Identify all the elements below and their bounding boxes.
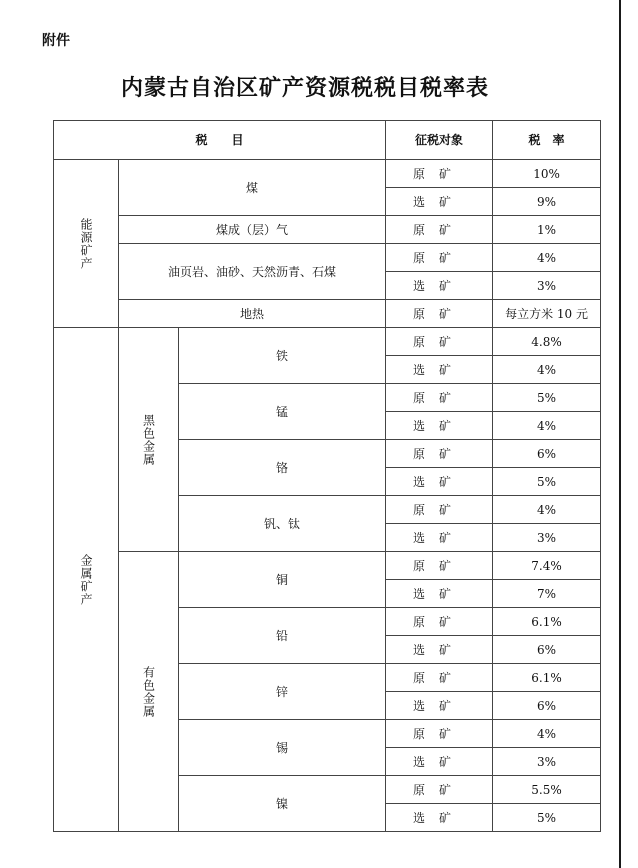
rate-cell: 7.4%	[493, 552, 601, 580]
object-cell: 原矿	[386, 776, 493, 804]
rate-cell: 6.1%	[493, 664, 601, 692]
rate-cell: 4%	[493, 412, 601, 440]
table-row	[54, 216, 601, 244]
object-cell: 选矿	[386, 272, 493, 300]
rate-cell: 5%	[493, 384, 601, 412]
rate-cell: 4%	[493, 356, 601, 384]
rate-cell: 6%	[493, 440, 601, 468]
rate-cell: 5%	[493, 804, 601, 832]
object-cell: 选矿	[386, 412, 493, 440]
rate-cell: 10%	[493, 160, 601, 188]
rate-cell: 3%	[493, 748, 601, 776]
object-cell: 原矿	[386, 244, 493, 272]
rate-cell: 3%	[493, 524, 601, 552]
rate-cell: 5%	[493, 468, 601, 496]
item-cell: 锡	[179, 720, 386, 776]
header-rate: 税 率	[493, 121, 601, 160]
object-cell: 选矿	[386, 804, 493, 832]
rate-cell: 6%	[493, 692, 601, 720]
rate-cell: 5.5%	[493, 776, 601, 804]
item-cell: 镍	[179, 776, 386, 832]
rate-cell: 1%	[493, 216, 601, 244]
subcategory-nonferrous: 有色金属	[141, 665, 156, 718]
object-cell: 选矿	[386, 468, 493, 496]
subcategory-cell	[119, 328, 179, 552]
object-cell: 选矿	[386, 524, 493, 552]
item-cell: 地热	[119, 300, 386, 328]
object-cell: 原矿	[386, 608, 493, 636]
header-item: 税 目	[54, 121, 386, 160]
object-cell: 原矿	[386, 216, 493, 244]
tax-rate-table	[53, 120, 601, 832]
object-cell: 选矿	[386, 748, 493, 776]
table-row	[54, 328, 601, 356]
category-cell	[54, 328, 119, 832]
rate-cell: 6%	[493, 636, 601, 664]
table-row	[54, 244, 601, 272]
item-cell: 铜	[179, 552, 386, 608]
rate-cell: 3%	[493, 272, 601, 300]
subcategory-cell	[119, 552, 179, 832]
rate-cell: 4%	[493, 244, 601, 272]
object-cell: 原矿	[386, 328, 493, 356]
item-cell: 铁	[179, 328, 386, 384]
object-cell: 原矿	[386, 552, 493, 580]
object-cell: 原矿	[386, 384, 493, 412]
object-cell: 选矿	[386, 692, 493, 720]
document-title: 内蒙古自治区矿产资源税税目税率表	[120, 75, 489, 101]
object-cell: 选矿	[386, 188, 493, 216]
item-cell: 铬	[179, 440, 386, 496]
subcategory-ferrous: 黑色金属	[141, 413, 156, 466]
rate-cell: 每立方米 10 元	[493, 300, 601, 328]
category-energy: 能源矿产	[79, 217, 93, 270]
item-cell: 铅	[179, 608, 386, 664]
table-header-row	[54, 121, 601, 160]
object-cell: 原矿	[386, 300, 493, 328]
table-row	[54, 300, 601, 328]
object-cell: 原矿	[386, 496, 493, 524]
page-edge-line	[619, 0, 621, 868]
category-cell	[54, 160, 119, 328]
object-cell: 选矿	[386, 356, 493, 384]
rate-cell: 4%	[493, 496, 601, 524]
category-metal: 金属矿产	[79, 553, 93, 606]
object-cell: 选矿	[386, 636, 493, 664]
rate-cell: 6.1%	[493, 608, 601, 636]
table-row	[54, 552, 601, 580]
item-cell: 锰	[179, 384, 386, 440]
rate-cell: 7%	[493, 580, 601, 608]
rate-cell: 4.8%	[493, 328, 601, 356]
table-row	[54, 160, 601, 188]
item-cell: 煤成（层）气	[119, 216, 386, 244]
item-cell: 锌	[179, 664, 386, 720]
rate-cell: 9%	[493, 188, 601, 216]
rate-cell: 4%	[493, 720, 601, 748]
object-cell: 原矿	[386, 440, 493, 468]
item-cell: 钒、钛	[179, 496, 386, 552]
item-cell: 煤	[119, 160, 386, 216]
object-cell: 原矿	[386, 720, 493, 748]
object-cell: 选矿	[386, 580, 493, 608]
header-object: 征税对象	[386, 121, 493, 160]
object-cell: 原矿	[386, 160, 493, 188]
item-cell: 油页岩、油砂、天然沥青、石煤	[119, 244, 386, 300]
attachment-label: 附件	[42, 33, 70, 49]
object-cell: 原矿	[386, 664, 493, 692]
